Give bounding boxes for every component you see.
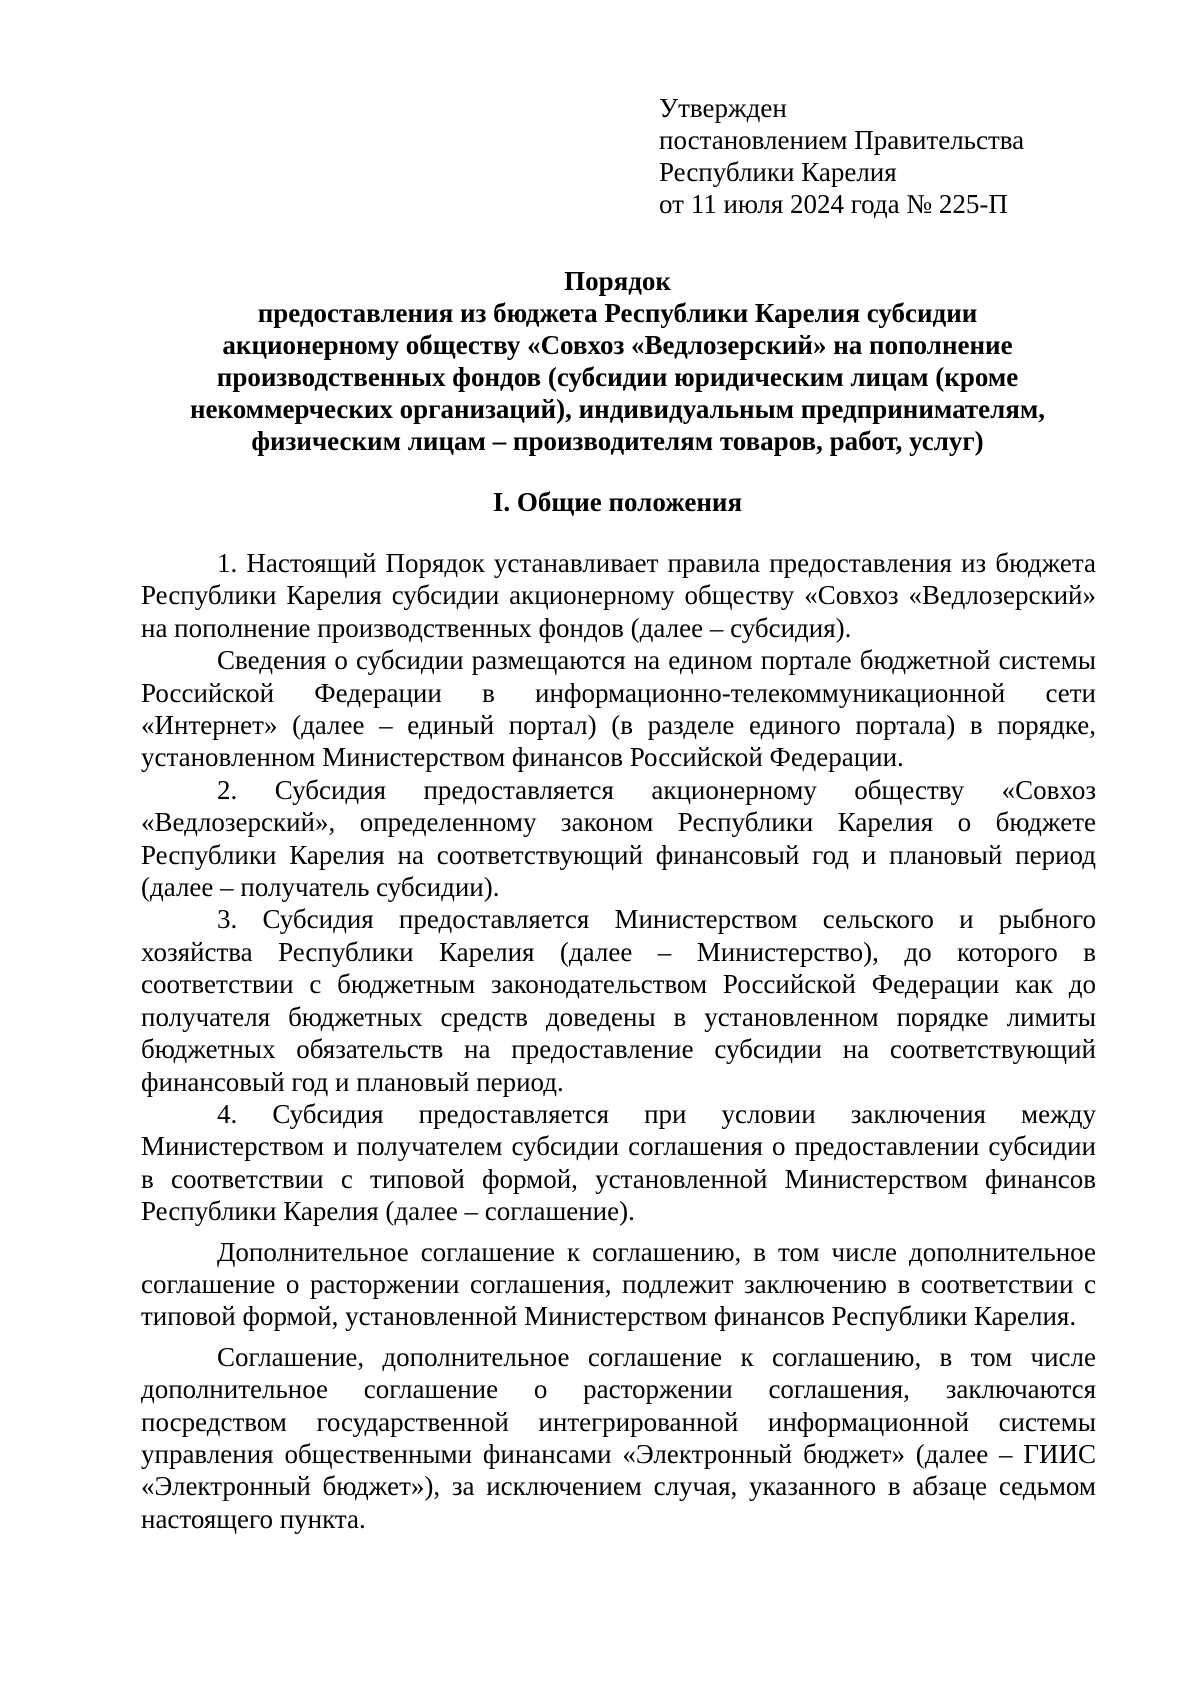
paragraph: Сведения о субсидии размещаются на едином портале бюджетной системы Российской Федерации в информационно-телекоммуникационной сети «Интернет» (далее – единый портал) (в разделе единого портала) в порядке, установленном Министерством финансов Российской Федерации.	[141, 645, 1096, 773]
title-line: производственных фондов (субсидии юридическим лицам (кроме	[216, 362, 1019, 392]
title-line: предоставления из бюджета Республики Карелия субсидии	[257, 298, 978, 328]
title-line: акционерному обществу «Совхоз «Ведлозерский» на пополнение	[222, 330, 1013, 360]
paragraph: 4. Субсидия предоставляется при условии заключения между Министерством и получателем субсидии соглашения о предоставлении субсидии в соответствии с типовой формой, установленной Министерством финансов Республики Карелия (далее – соглашение).	[141, 1098, 1096, 1227]
paragraph: Соглашение, дополнительное соглашение к соглашению, в том числе дополнительное соглашение о расторжении соглашения, заключаются посредством государственной интегрированной информационной системы управления общественными финансами «Электронный бюджет» (далее – ГИИС «Электронный бюджет»), за исключением случая, указанного в абзаце седьмом настоящего пункта.	[141, 1341, 1096, 1534]
approval-stamp	[659, 92, 1139, 220]
title-line: физическим лицам – производителям товаров, работ, услуг)	[251, 426, 984, 456]
document-title	[140, 265, 1095, 457]
approval-line: постановлением Правительства	[659, 125, 1025, 155]
approval-line: Утвержден	[659, 93, 787, 123]
approval-line: Республики Карелия	[659, 157, 897, 187]
paragraph: 3. Субсидия предоставляется Министерством сельского и рыбного хозяйства Республики Карелия (далее – Министерство), до которого в соответствии с бюджетным законодательством Российской Федерации как до получателя бюджетных средств доведены в установленном порядке лимиты бюджетных обязательств на предоставление субсидии на соответствующий финансовый год и плановый период.	[141, 904, 1096, 1097]
approval-line: от 11 июля 2024 года № 225-П	[659, 189, 1008, 219]
section-heading: I. Общие положения	[492, 487, 743, 517]
title-line: Порядок	[564, 266, 671, 296]
paragraph: 2. Субсидия предоставляется акционерному обществу «Совхоз «Ведлозерский», определенному законом Республики Карелия о бюджете Республики Карелия на соответствующий финансовый год и плановый период (далее – получатель субсидии).	[141, 774, 1096, 903]
document-body	[141, 547, 1096, 1535]
title-line: некоммерческих организаций), индивидуальным предпринимателям,	[189, 394, 1046, 424]
paragraph: Дополнительное соглашение к соглашению, в том числе дополнительное соглашение о расторжении соглашения, подлежит заключению в соответствии с типовой формой, установленной Министерством финансов Республики Карелия.	[141, 1236, 1096, 1332]
paragraph: 1. Настоящий Порядок устанавливает правила предоставления из бюджета Республики Карелия субсидии акционерному обществу «Совхоз «Ведлозерский» на пополнение производственных фондов (далее – субсидия).	[141, 548, 1096, 643]
